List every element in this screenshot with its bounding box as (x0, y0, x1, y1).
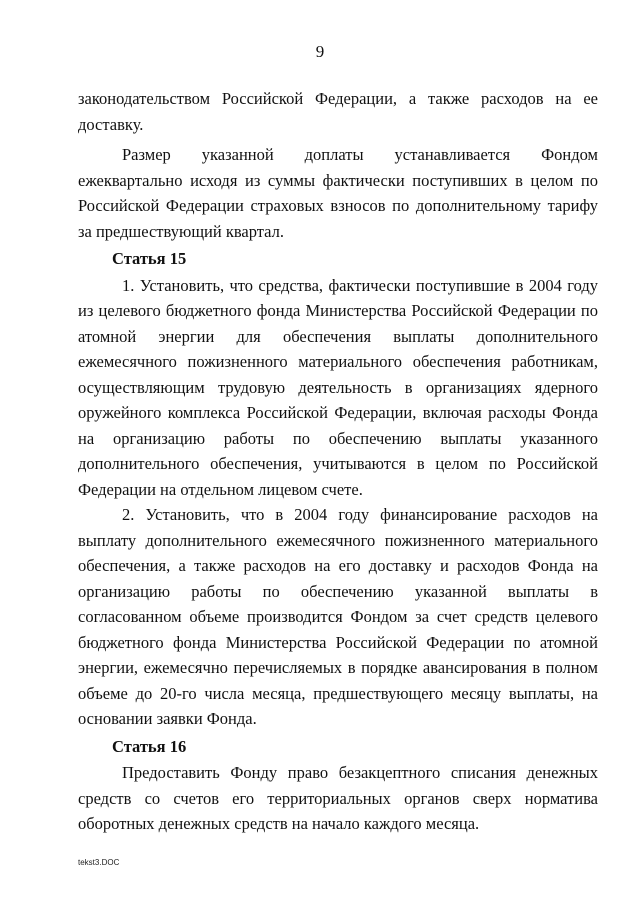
paragraph-surcharge-amount: Размер указанной доплаты устанавливается Фондом ежеквартально исходя из суммы фактически поступивших в целом по Российской Федерации страховых взносов по дополнительному тарифу за предшествующий квартал. (78, 145, 598, 241)
article-15-heading: Статья 15 (112, 249, 187, 268)
article-15-paragraph-1: 1. Установить, что средства, фактически поступившие в 2004 году из целевого бюджетного фонда Министерства Российской Федерации по атомной энергии для обеспечения выплаты дополнительного ежемесячного пожизненного материального обеспечения работникам, осуществляющим трудовую деятельность в организациях ядерного оружейного комплекса Российской Федерации, включая расходы Фонда на организацию работы по обеспечению выплаты указанного дополнительного обеспечения, учитываются в целом по Российской Федерации на отдельном лицевом счете. (78, 275, 598, 499)
article-15-paragraph-2: 2. Установить, что в 2004 году финансирование расходов на выплату дополнительного ежемесячного пожизненного материального обеспечения, а также расходов на его доставку и расходов Фонда на организацию работы по обеспечению указанной выплаты в согласованном объеме производится Фондом за счет средств целевого бюджетного фонда Министерства Российской Федерации по атомной энергии, ежемесячно перечисляемых в порядке авансирования в полном объеме до 20-го числа месяца, предшествующего месяцу выплаты, на основании заявки Фонда. (78, 505, 598, 728)
paragraph-continuation: законодательством Российской Федерации, а также расходов на ее доставку. (78, 89, 598, 134)
page-number: 9 (315, 42, 325, 61)
document-body (78, 86, 598, 837)
footer-filename: tekst3.DOC (78, 858, 120, 867)
article-16-paragraph-1: Предоставить Фонду право безакцептного списания денежных средств со счетов его территориальных органов сверх норматива оборотных денежных средств на начало каждого месяца. (78, 763, 598, 833)
article-16-heading: Статья 16 (112, 736, 187, 756)
